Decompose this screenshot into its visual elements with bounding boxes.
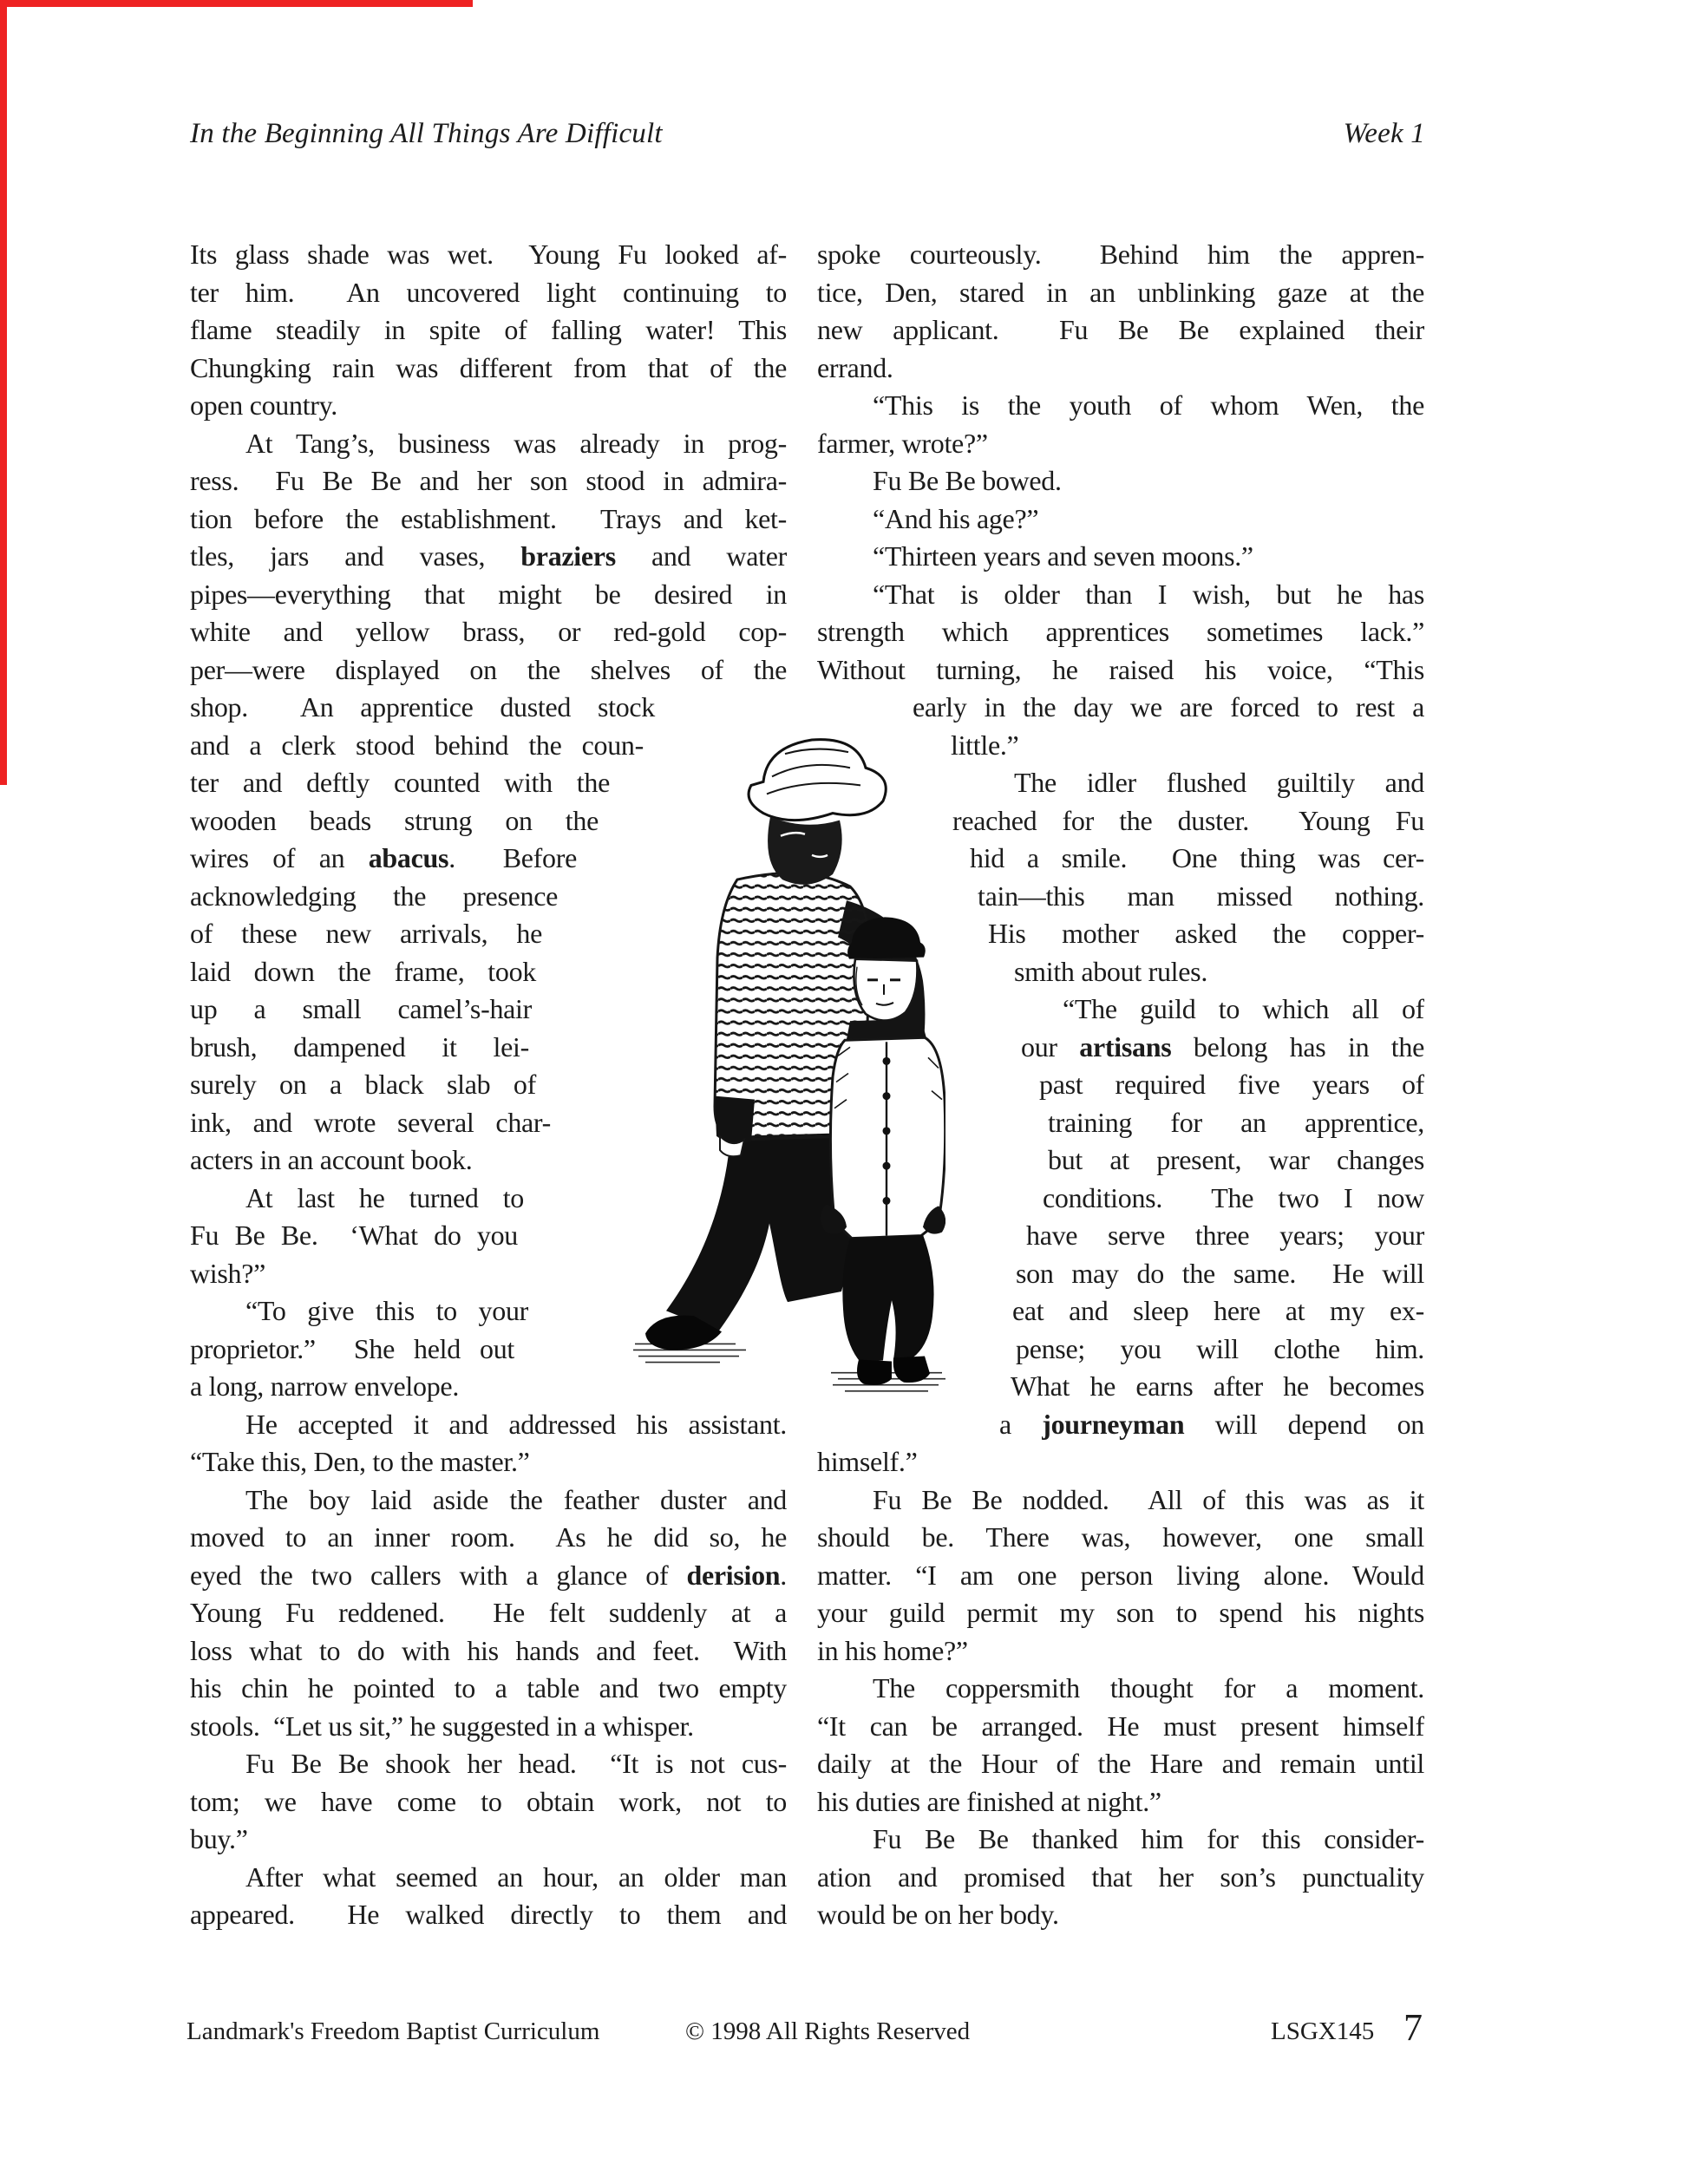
text-line: Fu Be Be shook her head. “It is not cus-: [245, 1748, 787, 1779]
text-line: Fu Be Be nodded. All of this was as it: [873, 1483, 1424, 1515]
text-line: ink, and wrote several char-: [190, 1106, 551, 1138]
text-line: tles, jars and vases, braziers and water: [190, 540, 787, 572]
text-line: training for an apprentice,: [1048, 1106, 1424, 1138]
text-line: our artisans belong has in the: [1021, 1030, 1424, 1063]
text-line: Fu Be Be. ‘What do you: [190, 1220, 518, 1251]
text-line: At Tang’s, business was already in prog-: [245, 427, 787, 459]
text-line: “That is older than I wish, but he has: [873, 578, 1424, 610]
text-line: acters in an account book.: [190, 1144, 473, 1175]
footer-copyright: © 1998 All Rights Reserved: [685, 2017, 971, 2045]
text-line: daily at the Hour of the Hare and remain until: [817, 1748, 1424, 1779]
text-line: appeared. He walked directly to them and: [190, 1899, 787, 1930]
text-line: flame steadily in spite of falling water! This: [190, 314, 787, 345]
text-line: wish?”: [190, 1257, 266, 1289]
text-line: Without turning, he raised his voice, “This: [817, 653, 1424, 685]
text-line: errand.: [817, 351, 893, 383]
text-line: He accepted it and addressed his assistant.: [245, 1408, 787, 1440]
text-line: little.”: [951, 729, 1019, 761]
text-line: “To give this to your: [245, 1295, 528, 1326]
red-edge-mark-left: [0, 0, 7, 785]
illustration-svg: [633, 733, 945, 1422]
running-header-title: In the Beginning All Things Are Difficult: [190, 118, 663, 149]
text-line: ation and promised that her son’s punctuality: [817, 1860, 1424, 1893]
text-line: pense; you will clothe him.: [1016, 1332, 1424, 1364]
text-line: son may do the same. He will: [1016, 1257, 1424, 1289]
page-number: 7: [1403, 2006, 1423, 2049]
text-line: new applicant. Fu Be Be explained their: [817, 314, 1424, 345]
text-line: At last he turned to: [245, 1181, 524, 1213]
text-line: The coppersmith thought for a moment.: [873, 1672, 1424, 1703]
text-line: white and yellow brass, or red-gold cop-: [190, 616, 787, 647]
text-line: and a clerk stood behind the coun-: [190, 729, 644, 761]
text-line: “And his age?”: [873, 502, 1039, 534]
text-line: eat and sleep here at my ex-: [1012, 1295, 1424, 1326]
text-line: past required five years of: [1039, 1069, 1424, 1100]
text-line: himself.”: [817, 1446, 918, 1477]
text-line: shop. An apprentice dusted stock: [190, 691, 655, 723]
text-line: his chin he pointed to a table and two empty: [190, 1672, 787, 1703]
text-line: a journeyman will depend on: [999, 1408, 1424, 1440]
text-line: After what seemed an hour, an older man: [245, 1860, 787, 1893]
text-line: matter. “I am one person living alone. Would: [817, 1559, 1424, 1591]
text-line: tion before the establishment. Trays and ket-: [190, 502, 787, 534]
text-line: buy.”: [190, 1823, 248, 1854]
text-line: strength which apprentices sometimes lack.”: [817, 616, 1424, 647]
text-line: Fu Be Be thanked him for this consider-: [873, 1823, 1424, 1854]
text-line: eyed the two callers with a glance of derision.: [190, 1559, 787, 1591]
text-line: wires of an abacus. Before: [190, 842, 577, 873]
text-line: “Thirteen years and seven moons.”: [873, 540, 1253, 572]
text-line: Its glass shade was wet. Young Fu looked af-: [190, 239, 787, 270]
text-line: stools. “Let us sit,” he suggested in a whisper.: [190, 1710, 694, 1742]
text-line: ter him. An uncovered light continuing to: [190, 276, 787, 308]
text-line: proprietor.” She held out: [190, 1332, 514, 1364]
illustration-woman-and-boy: [633, 733, 945, 1422]
text-line: Fu Be Be bowed.: [873, 465, 1062, 496]
text-line: per—were displayed on the shelves of the: [190, 653, 787, 685]
running-header: [190, 118, 1425, 150]
text-line: “The guild to which all of: [1063, 993, 1424, 1024]
text-line: loss what to do with his hands and feet. With: [190, 1634, 787, 1666]
text-line: acknowledging the presence: [190, 879, 558, 912]
text-line: but at present, war changes: [1048, 1144, 1424, 1175]
text-line: farmer, wrote?”: [817, 427, 988, 459]
text-line: would be on her body.: [817, 1899, 1059, 1930]
text-line: “Take this, Den, to the master.”: [190, 1446, 530, 1477]
text-line: The boy laid aside the feather duster and: [245, 1483, 787, 1515]
text-line: hid a smile. One thing was cer-: [970, 842, 1424, 873]
text-line: moved to an inner room. As he did so, he: [190, 1521, 787, 1553]
text-line: brush, dampened it lei-: [190, 1030, 529, 1063]
text-line: have serve three years; your: [1026, 1220, 1424, 1251]
text-line: tain—this man missed nothing.: [978, 879, 1424, 912]
text-line: laid down the frame, took: [190, 955, 536, 987]
text-line: ter and deftly counted with the: [190, 767, 610, 798]
text-line: open country.: [190, 389, 337, 421]
text-line: Young Fu reddened. He felt suddenly at a: [190, 1597, 787, 1628]
text-line: Chungking rain was different from that of the: [190, 351, 787, 383]
text-line: your guild permit my son to spend his nights: [817, 1597, 1424, 1628]
text-line: in his home?”: [817, 1634, 968, 1666]
text-line: His mother asked the copper-: [988, 918, 1424, 949]
text-line: reached for the duster. Young Fu: [952, 804, 1424, 836]
text-line: ress. Fu Be Be and her son stood in admira-: [190, 465, 787, 496]
footer-curriculum: Landmark's Freedom Baptist Curriculum: [186, 2017, 600, 2045]
text-line: his duties are finished at night.”: [817, 1785, 1161, 1817]
text-line: tom; we have come to obtain work, not to: [190, 1785, 787, 1817]
red-edge-mark-top: [0, 0, 473, 7]
text-line: early in the day we are forced to rest a: [913, 691, 1424, 723]
running-header-week: Week 1: [1343, 118, 1425, 149]
page-footer: [0, 2006, 1688, 2078]
text-line: of these new arrivals, he: [190, 918, 542, 949]
text-line: wooden beads strung on the: [190, 804, 599, 836]
text-line: conditions. The two I now: [1043, 1181, 1424, 1213]
text-line: spoke courteously. Behind him the appren-: [817, 239, 1424, 270]
text-line: “This is the youth of whom Wen, the: [873, 389, 1424, 421]
text-line: smith about rules.: [1014, 955, 1208, 987]
text-line: The idler flushed guiltily and: [1014, 767, 1424, 798]
text-line: surely on a black slab of: [190, 1069, 536, 1100]
text-line: up a small camel’s-hair: [190, 993, 532, 1024]
text-line: a long, narrow envelope.: [190, 1370, 460, 1402]
text-line: tice, Den, stared in an unblinking gaze at the: [817, 276, 1424, 308]
text-line: should be. There was, however, one small: [817, 1521, 1424, 1553]
text-line: “It can be arranged. He must present himself: [817, 1710, 1424, 1742]
text-line: pipes—everything that might be desired in: [190, 578, 787, 610]
footer-code: LSGX145: [1271, 2017, 1375, 2045]
text-line: What he earns after he becomes: [1011, 1370, 1424, 1402]
